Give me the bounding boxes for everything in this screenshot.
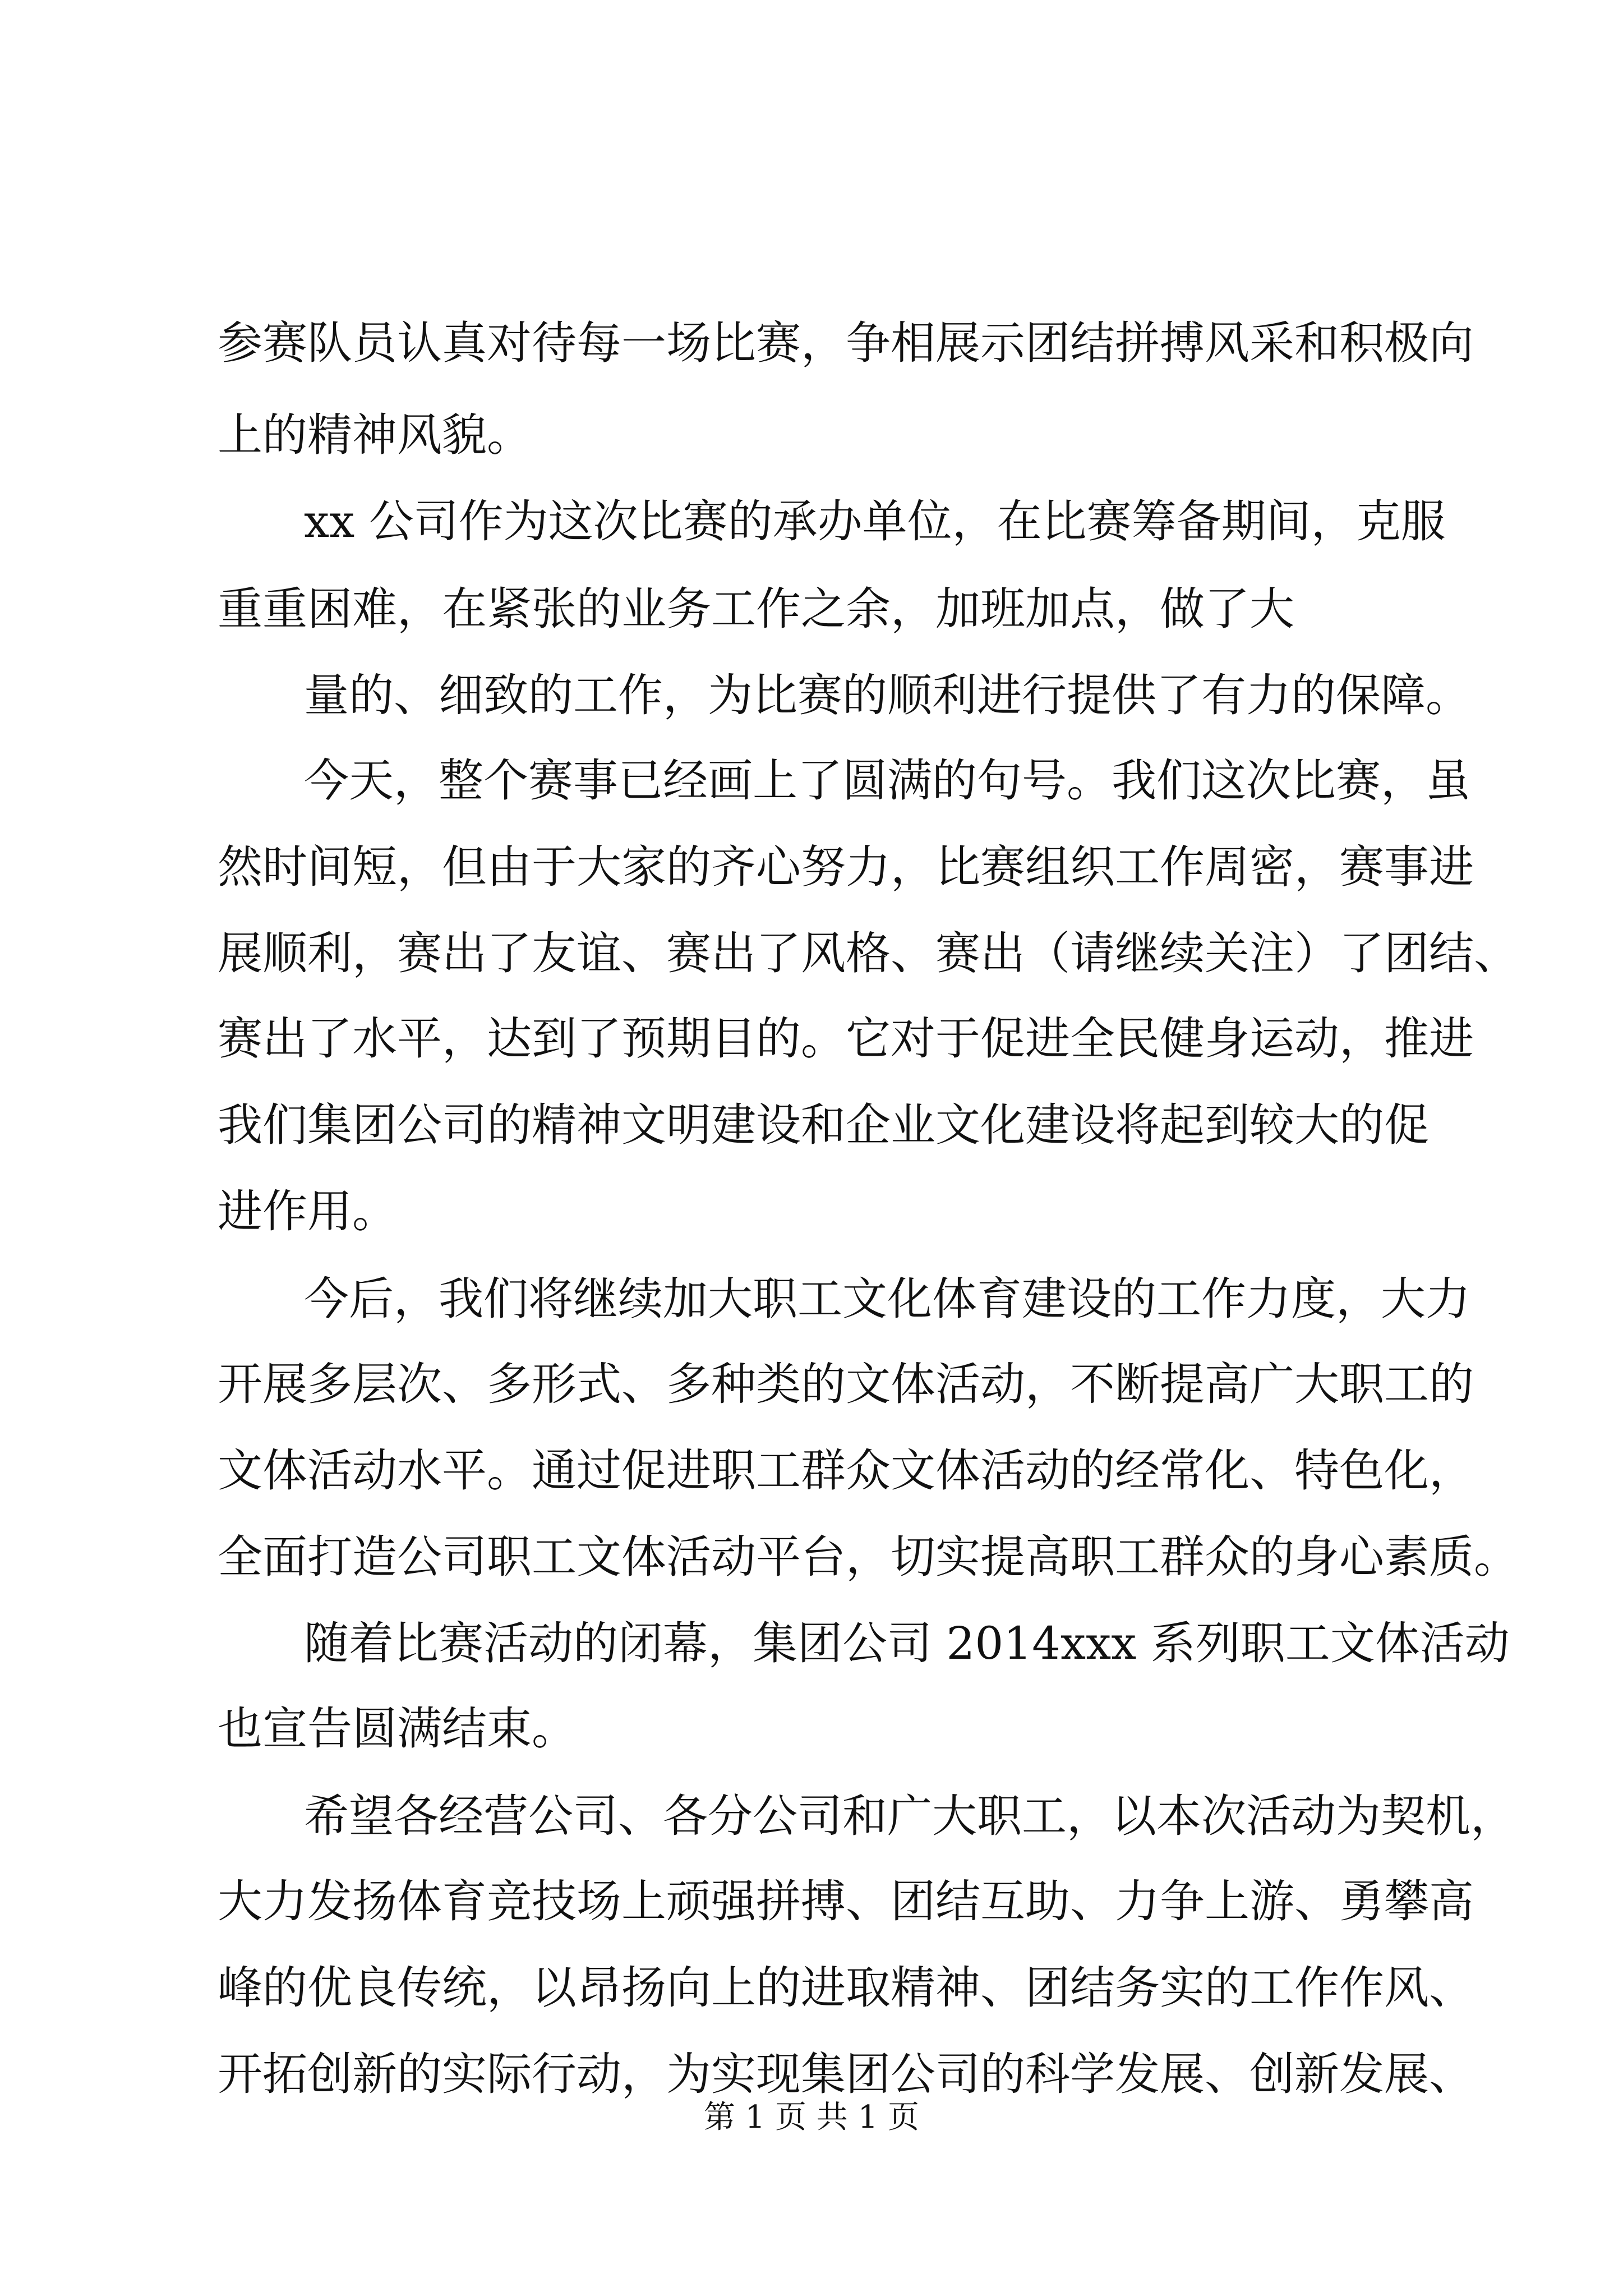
text-line: 量的、细致的工作，为比赛的顺利进行提供了有力的保障。: [304, 669, 1470, 721]
text-line: 随着比赛活动的闭幕，集团公司 2014xxx 系列职工文体活动: [304, 1617, 1510, 1669]
text-line: 大力发扬体育竞技场上顽强拼搏、团结互助、力争上游、勇攀高: [218, 1875, 1474, 1927]
page-footer: [0, 2098, 1623, 2137]
text-line: xx 公司作为这次比赛的承办单位，在比赛筹备期间，克服: [304, 495, 1446, 547]
text-line: 展顺利，赛出了友谊、赛出了风格、赛出（请继续关注）了团结、: [218, 927, 1519, 979]
text-line: 上的精神风貌。: [218, 409, 532, 461]
text-line: 赛出了水平，达到了预期目的。它对于促进全民健身运动，推进: [218, 1013, 1474, 1065]
text-line: 也宣告圆满结束。: [218, 1703, 577, 1755]
text-line: 然时间短，但由于大家的齐心努力，比赛组织工作周密，赛事进: [218, 841, 1474, 893]
text-line: 今后，我们将继续加大职工文化体育建设的工作力度，大力: [304, 1273, 1470, 1325]
text-line: 全面打造公司职工文体活动平台，切实提高职工群众的身心素质。: [218, 1531, 1519, 1583]
text-line: 开拓创新的实际行动，为实现集团公司的科学发展、创新发展、: [218, 2048, 1474, 2100]
page-indicator: 第 1 页 共 1 页: [703, 2099, 920, 2136]
text-line: 参赛队员认真对待每一场比赛，争相展示团结拼搏风采和积极向: [218, 317, 1474, 369]
text-line: 今天，整个赛事已经画上了圆满的句号。我们这次比赛，虽: [304, 754, 1470, 807]
text-line: 峰的优良传统，以昂扬向上的进取精神、团结务实的工作作风、: [218, 1962, 1474, 2014]
text-line: 进作用。: [218, 1185, 397, 1237]
text-line: 希望各经营公司、各分公司和广大职工，以本次活动为契机，: [304, 1790, 1515, 1842]
text-line: 开展多层次、多形式、多种类的文体活动，不断提高广大职工的: [218, 1358, 1474, 1410]
text-line: 我们集团公司的精神文明建设和企业文化建设将起到较大的促: [218, 1099, 1429, 1151]
text-line: 重重困难，在紧张的业务工作之余，加班加点，做了大: [218, 583, 1294, 635]
text-line: 文体活动水平。通过促进职工群众文体活动的经常化、特色化，: [218, 1444, 1474, 1497]
